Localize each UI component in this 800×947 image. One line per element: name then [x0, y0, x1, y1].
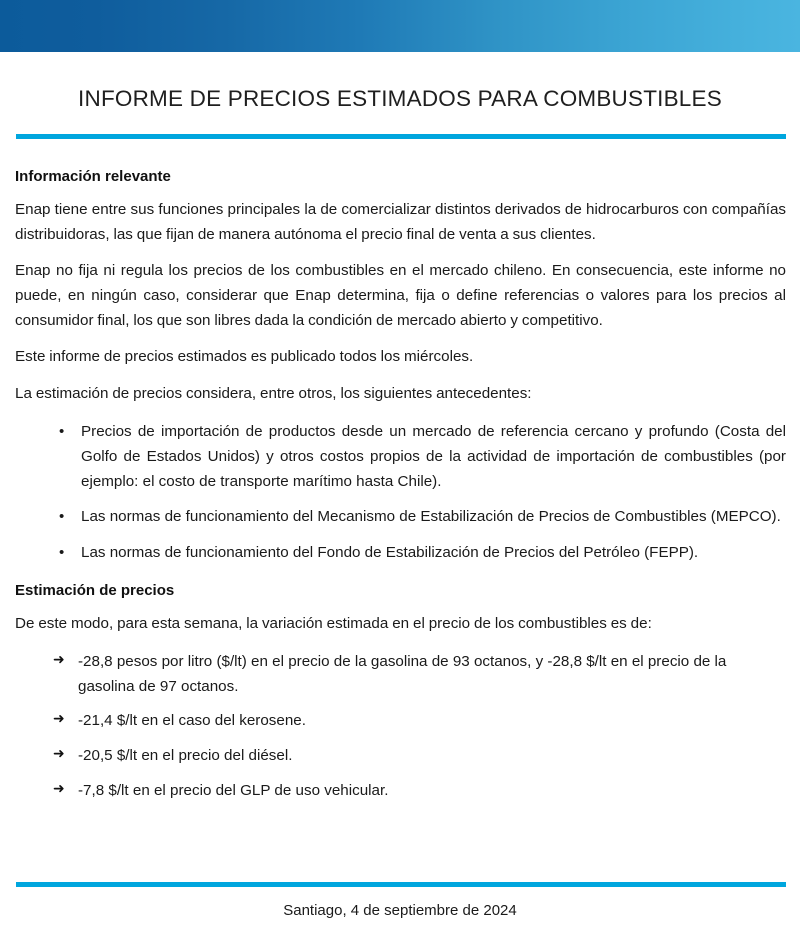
- paragraph-antecedentes-intro: La estimación de precios considera, entre otros, los siguientes antecedentes:: [15, 384, 532, 402]
- list-item-label: -20,5 $/lt en el precio del diésel.: [78, 747, 293, 764]
- paragraph-funciones-principales: Enap tiene entre sus funciones principales la de comercializar distintos derivados de hidrocarburos con compañías distribuidoras, las que fijan de manera autónoma el precio final de venta a sus clientes.: [15, 201, 786, 243]
- paragraph-variacion-intro: De este modo, para esta semana, la variación estimada en el precio de los combustibles es de:: [15, 614, 652, 632]
- arrow-right-icon: ➜: [53, 711, 65, 728]
- title-divider-rule: [16, 134, 786, 139]
- list-item: [15, 505, 786, 530]
- footer-divider-rule: [16, 882, 786, 887]
- list-item-label: Las normas de funcionamiento del Mecanismo de Estabilización de Precios de Combustibles (MEPCO).: [81, 508, 781, 526]
- list-item: [15, 744, 786, 769]
- list-item-label: Las normas de funcionamiento del Fondo de Estabilización de Precios del Petróleo (FEPP).: [81, 543, 699, 561]
- section-heading-informacion-relevante: Información relevante: [15, 168, 171, 185]
- document-body: [15, 168, 786, 813]
- list-item: [15, 650, 786, 699]
- arrow-right-icon: ➜: [53, 652, 65, 669]
- list-item-label: -7,8 $/lt en el precio del GLP de uso vehicular.: [78, 781, 389, 799]
- section-heading-estimacion-de-precios: Estimación de precios: [15, 581, 175, 599]
- list-item: [15, 779, 786, 804]
- arrow-right-icon: ➜: [53, 780, 65, 797]
- bullet-dot-icon: •: [59, 508, 65, 526]
- list-item: [15, 420, 786, 494]
- variacion-arrow-list: [15, 650, 786, 803]
- footer-place-and-date: Santiago, 4 de septiembre de 2024: [283, 902, 517, 919]
- header-gradient-band: [0, 0, 800, 52]
- arrow-right-icon: ➜: [53, 746, 65, 762]
- paragraph-no-fija-ni-regula: Enap no fija ni regula los precios de los combustibles en el mercado chileno. En consecuencia, este informe no puede, en ningún caso, considerar que Enap determina, fija o define referencias o valores para los precios al consumidor final, los que son libres dada la condición de mercado abierto y competitivo.: [15, 262, 786, 329]
- page-title: INFORME DE PRECIOS ESTIMADOS PARA COMBUSTIBLES: [78, 86, 722, 111]
- list-item-label: -21,4 $/lt en el caso del kerosene.: [78, 712, 306, 730]
- list-item: [15, 541, 786, 566]
- bullet-dot-icon: •: [59, 543, 65, 561]
- antecedentes-bullet-list: [15, 420, 786, 565]
- list-item-label: Precios de importación de productos desde un mercado de referencia cercano y profundo (Costa del Golfo de Estados Unidos) y otros costos propios de la actividad de importación de combustibles (por ejemplo: el costo de transporte marítimo hasta Chile).: [81, 423, 786, 490]
- paragraph-publicacion-miercoles: Este informe de precios estimados es publicado todos los miércoles.: [15, 348, 474, 366]
- bullet-dot-icon: •: [59, 423, 65, 441]
- list-item: [15, 709, 786, 734]
- list-item-label: -28,8 pesos por litro ($/lt) en el precio de la gasolina de 93 octanos, y -28,8 $/lt en el precio de la gasolina de 97 octanos.: [78, 653, 727, 695]
